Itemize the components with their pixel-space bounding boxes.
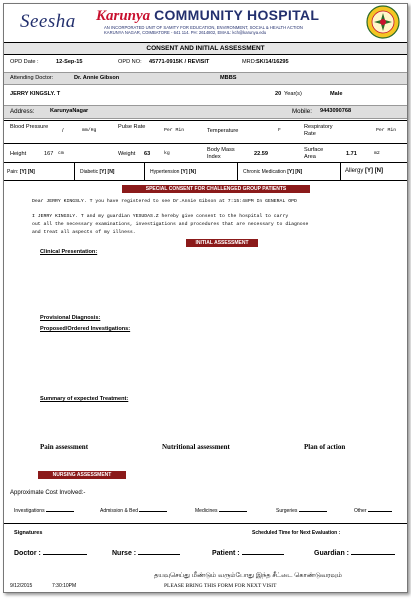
patient-sex: Male xyxy=(330,91,343,97)
doctor-signature-label: Doctor : xyxy=(14,550,41,557)
condition-hypertension-label: Hypertension xyxy=(150,169,180,175)
height-value: 167 xyxy=(44,151,54,157)
doctor-row xyxy=(4,72,407,85)
hospital-header xyxy=(4,4,407,42)
cost-investigations-field[interactable] xyxy=(46,511,74,512)
hospital-subtitle: AN INCORPORATED UNIT OF SAMITY FOR EDUCATION, ENVIRONMENT, SOCIAL & HEALTH ACTION xyxy=(104,25,303,30)
nurse-signature-field[interactable] xyxy=(138,554,180,555)
condition-hypertension-no: [N] xyxy=(188,169,196,175)
condition-pain-label: Pain: xyxy=(7,169,19,175)
weight-unit: kg xyxy=(164,151,170,156)
condition-hypertension-yes: [Y] xyxy=(180,169,188,175)
patient-signature xyxy=(212,550,284,557)
scheduled-time-label: Scheduled Time for Next Evaluation : xyxy=(252,530,341,536)
hospital-emblem-icon xyxy=(366,5,400,39)
pain-assessment-label: Pain assessment xyxy=(40,443,89,451)
attending-doctor-name: Dr. Annie Gibson xyxy=(74,75,120,81)
doctor-signature xyxy=(14,550,87,557)
opd-no-value: 45771-0915K / REVISIT xyxy=(149,59,210,65)
guardian-signature-field[interactable] xyxy=(351,554,395,555)
height-unit: cm xyxy=(58,151,64,156)
mrd-value: SK/14/16295 xyxy=(256,59,289,65)
cost-admission-field[interactable] xyxy=(139,511,167,512)
patient-age-unit: Year(s) xyxy=(284,91,302,97)
guardian-signature-label: Guardian : xyxy=(314,550,350,557)
vitals-mid-border xyxy=(4,143,407,144)
resp-unit: Per Min xyxy=(376,128,397,133)
condition-pain xyxy=(7,169,35,175)
condition-diabetic-no: [N] xyxy=(107,169,115,175)
patient-name: JERRY KINGSLY. T xyxy=(10,91,61,97)
surface-area-unit: m2 xyxy=(374,151,380,156)
consent-line-3: out all the necessary examinations, investigations and procedures that are necessary to diagnose xyxy=(32,222,309,227)
nurse-signature-label: Nurse : xyxy=(112,550,137,557)
surface-area-label: Surface Area xyxy=(304,147,324,160)
tamil-instruction: தயவுசெய்து மீண்டும் வரும்போது இந்த சீட்டை கொண்டுவரவும் xyxy=(154,572,342,579)
consent-line-2: I JERRY KINGSLY. T and my guardian YESUDAS.Z hereby give consent to the hospital to carry xyxy=(32,214,289,219)
opd-no-label: OPD NO: xyxy=(118,59,142,65)
cost-other-label: Other xyxy=(354,508,367,514)
condition-diabetic xyxy=(80,169,114,175)
surface-area-value: 1.71 xyxy=(346,151,357,157)
guardian-signature xyxy=(314,550,395,557)
weight-label: Weight xyxy=(118,151,136,157)
mobile-value: 9443090768 xyxy=(320,108,352,114)
bmi-label: Body Mass Index xyxy=(207,147,235,160)
bp-separator: / xyxy=(62,128,64,134)
bmi-value: 22.59 xyxy=(254,151,268,157)
mobile-label: Mobile: xyxy=(292,108,312,115)
condition-hypertension xyxy=(150,169,196,175)
cost-medicines-field[interactable] xyxy=(219,511,247,512)
special-consent-title: SPECIAL CONSENT FOR CHALLENGED GROUP PATIENTS xyxy=(122,185,310,193)
mrd-label: MRD: xyxy=(242,59,257,65)
condition-diabetic-label: Diabetic xyxy=(80,169,99,175)
condition-pain-no: [N] xyxy=(27,169,35,175)
condition-allergy xyxy=(345,168,383,174)
pulse-unit: Per Min xyxy=(164,128,185,133)
cost-other xyxy=(354,508,392,514)
condition-allergy-no: [N] xyxy=(374,168,384,174)
address-value: KarunyaNagar xyxy=(50,108,89,114)
cost-medicines-label: Medicines xyxy=(195,508,218,514)
provisional-diagnosis-label: Provisional Diagnosis: xyxy=(40,315,101,321)
condition-allergy-yes: [Y] xyxy=(365,168,374,174)
proposed-investigations-label: Proposed/Ordered Investigations: xyxy=(40,326,131,332)
footer-top-border xyxy=(4,523,407,524)
pulse-label: Pulse Rate xyxy=(118,124,146,130)
form-title: CONSENT AND INITIAL ASSESSMENT xyxy=(146,45,265,52)
temperature-unit: F xyxy=(278,128,281,133)
vitals-top-border xyxy=(4,120,407,121)
approximate-cost-label: Approximate Cost Involved:- xyxy=(10,490,86,496)
hospital-name-rest: COMMUNITY HOSPITAL xyxy=(154,7,320,23)
cost-surgeries-label: Surgeries xyxy=(276,508,298,514)
opd-date-value: 12-Sep-15 xyxy=(56,59,83,65)
cost-admission xyxy=(100,508,167,514)
consent-line-1: Dear JERRY KINGSLY. T you have registered to see Dr.Annie Gibson at 7:15:48PM In GENERAL OPD xyxy=(32,199,297,204)
nurse-signature xyxy=(112,550,180,557)
seesha-logo: Seesha xyxy=(20,11,76,32)
condition-chronic-medication xyxy=(243,169,302,175)
cost-investigations xyxy=(14,508,74,514)
weight-value: 63 xyxy=(144,151,151,157)
form-title-bar xyxy=(4,42,407,55)
cost-investigations-label: Investigations xyxy=(14,508,45,514)
resp-label: Respiratory Rate xyxy=(304,124,333,137)
condition-allergy-label: Allergy xyxy=(345,168,364,174)
condition-chronic-no: [N] xyxy=(295,169,303,175)
hospital-name xyxy=(96,7,319,25)
condition-pain-yes: [Y] xyxy=(19,169,27,175)
height-label: Height xyxy=(10,151,27,157)
doctor-signature-field[interactable] xyxy=(43,554,87,555)
condition-diabetic-yes: [Y] xyxy=(99,169,107,175)
initial-assessment-title: INITIAL ASSESSMENT xyxy=(186,239,258,247)
consent-line-4: and treat all aspects of my illness. xyxy=(32,230,136,235)
cost-medicines xyxy=(195,508,247,514)
plan-of-action-label: Plan of action xyxy=(304,443,346,451)
condition-chronic-label: Chronic Medication xyxy=(243,169,286,175)
temperature-label: Temperature xyxy=(207,128,239,134)
attending-doctor-label: Attending Doctor: xyxy=(10,75,54,81)
hospital-name-karunya: Karunya xyxy=(96,8,151,24)
cost-admission-label: Admission & Bed xyxy=(100,508,139,514)
signatures-label: Signatures xyxy=(14,530,43,536)
cost-surgeries xyxy=(276,508,327,514)
cost-other-field[interactable] xyxy=(368,511,392,512)
consent-form-page xyxy=(3,3,408,593)
bring-form-instruction: PLEASE BRING THIS FORM FOR NEXT VISIT xyxy=(164,583,277,589)
bp-unit: mm/Hg xyxy=(82,128,97,133)
bp-label: Blood Pressure xyxy=(10,124,49,130)
address-label: Address: xyxy=(10,108,35,115)
nursing-assessment-title: NURSING ASSESSMENT xyxy=(38,471,126,479)
clinical-presentation-label: Clinical Presentation: xyxy=(40,249,98,255)
expected-treatment-label: Summary of expected Treatment: xyxy=(40,396,129,402)
patient-signature-label: Patient : xyxy=(212,550,240,557)
hospital-address: KARUNYA NAGAR, COIMBATORE - 641 114. PH: 2614802, EMAIL: kch@karunya.edu xyxy=(104,30,267,35)
patient-age: 20 xyxy=(275,91,282,97)
opd-date-label: OPD Date : xyxy=(10,59,39,65)
condition-chronic-yes: [Y] xyxy=(287,169,294,175)
patient-signature-field[interactable] xyxy=(242,554,284,555)
nutritional-assessment-label: Nutritional assessment xyxy=(162,443,230,451)
doctor-degree: MBBS xyxy=(220,75,237,81)
print-date: 9/12/2015 xyxy=(10,583,33,589)
cost-surgeries-field[interactable] xyxy=(299,511,327,512)
print-time: 7:30:10PM xyxy=(52,583,77,589)
